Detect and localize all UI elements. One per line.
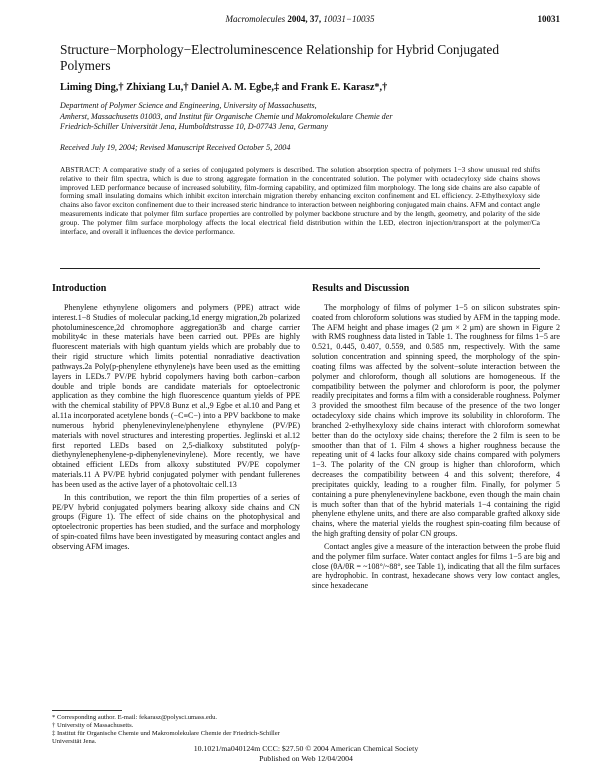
journal-pages: 10031−10035 [323,14,375,24]
affiliation-line: Department of Polymer Science and Engineering, University of Massachusetts, [60,101,317,110]
abstract-divider [60,268,540,269]
affiliation-line: Friedrich-Schiller Universität Jena, Humboldtstrasse 10, D-07743 Jena, Germany [60,122,328,132]
intro-paragraph: Phenylene ethynylene oligomers and polymers (PPE) attract wide interest.1−8 Studies of molecular packing,1d energy migration,2b polarized photoluminescence,2d chromophore aggregation3b and charge carrier mobility4c in these materials have been carried out. PPEs are highly fluorescent materials with high quantum yields which are probably due to their rigid structure which limits potential nonradiative deactivation pathways.2a Poly(p-phenylene ethynylene)s have been used as the emitting layers in LEDs.7 PV/PE hybrid copolymers having both carbon−carbon double and triple bonds are candidate materials for optoelectronic application as they combine the high fluorescence quantum yields of PPE with the chemical stability of PPV.8 Bunz et al.,9 Egbe et al.10 and Pang et al.11a incorporated acetylene bonds (−C≡C−) into a PPV backbone to make numerous hybrid phenylenevinylene/phenylene ethynylene (PV/PE) materials with novel structures and interesting properties. Jeglinski et al.12 first reported LEDs based on 2,5-dialkoxy substituted poly(p-diethynylenephenylene-p-diphenylenevinylene). More recently, we have obtained efficient LEDs from alkoxy substituted PV/PE copolymer materials.11 A PV/PE hybrid conjugated polymer with pendant fullerenes has been used as the active layer of a photovoltaic cell.13 [52,303,300,489]
author-list: Liming Ding,† Zhixiang Lu,† Daniel A. M. Egbe,‡ and Frank E. Karasz*,† [60,82,388,93]
footnotes [52,714,300,746]
journal-citation [40,14,560,24]
publication-date: Published on Web 12/04/2004 [259,753,353,763]
affiliation-line: Amherst, Massachusetts 01003, and Institut für Organische Chemie und Makromolekulare Chemie der [60,111,393,121]
results-paragraph: The morphology of films of polymer 1−5 on silicon substrates spin-coated from chloroform solutions was studied by AFM in the tapping mode. The AFM height and phase images (2 μm × 2 μm) are shown in Figure 2 with RMS roughness data listed in Table 1. The roughness for films 1−5 are 0.521, 0.445, 0.407, 0.559, and 0.585 nm, respectively. With the same solution concentration and spinning speed, the morphology of the spin-coating films was affected by the solvent−solute interaction between the polymer and chloroform, though all solutions are homogeneous. If the compatibility between the polymer and chloroform is poor, the polymer readily precipitates and forms a film with a considerable roughness. Polymer 3 provided the smoothest film because of the presence of the two longer octadecyloxy side chains which improve its solubility in chloroform. The branched 2-ethylhexyloxy side chains interact with chloroform somewhat better than do the octyloxy side chains; therefore the 2 film is seen to be smoother than that of 1. Film 4 shows a higher roughness because the repeating unit of 4 lacks four alkoxy side chains compared with polymers 1−3. The polarity of the CN group is higher than chloroform, which decreases the compatibility between 4 and this solvent; therefore, 4 precipitates quickly, leading to a rougher film. Finally, for polymer 5 containing a pure phenylenevinylene backbone, even though the main chain is much softer than that of the hybrid materials 1−4 containing the rigid phenylene ethylene units, and there are also comparable grafted alkoxy side chains, where the material yields the roughest spin-coating film because of the high grafting density of polar CN groups. [312,303,560,539]
results-heading: Results and Discussion [312,283,410,294]
intro-paragraph: In this contribution, we report the thin film properties of a series of PE/PV hybrid conjugated polymers bearing alkoxy side chains and CN groups (Figure 1). The effect of side chains on the photophysical and optoelectronic properties has been studied, and the surface and morphology of spin-coated films have been investigated by measuring contact angles and observing AFM images. [52,492,300,551]
footnote-affiliation-1: † University of Massachusetts. [52,722,134,729]
journal-year-volume: 2004, 37, [287,14,322,24]
abstract: ABSTRACT: A comparative study of a series of conjugated polymers is described. The solution absorption spectra of polymers 1−3 show unusual red shifts relative to their film spectra, which is due to strong aggregate formation in the concentrated solution. The polymer with octadecyloxy side chains shows improved LED performance because of increased solubility, film-forming capability, and optimized film morphology. The long side chains are also capable of forming small insulating domains which inhibit exciton interchain migration thereby enhancing exciton confinement and EL efficiency. 2-Ethylhexyloxy side chains also favor exciton confinement due to their increased steric hindrance to interaction between neighboring conjugated main chains. AFM and contact angle measurements indicate that polymer film surface properties are controlled by polymer backbone structure and by the length, geometry, and polarity of the side group. The polymer film surface morphology affects the local electrical field distribution within the LED, electron injection/transport at the polymer/Ca interface, and overall it influences the device performance. [60,165,540,236]
page-number: 10031 [537,14,560,24]
intro-heading: Introduction [52,283,107,294]
intro-column [52,303,300,552]
received-dates: Received July 19, 2004; Revised Manuscript Received October 5, 2004 [60,143,291,152]
results-paragraph: Contact angles give a measure of the interaction between the probe fluid and the polymer film surface. Water contact angles for films 1−5 are big and close (θA/θR = ~108°/~88°, see Table 1), indicating that all the film surfaces are hydrophobic. In contrast, hexadecane shows very low contact angles, since hexadecane [312,541,560,591]
journal-name: Macromolecules [225,14,286,24]
paper-title: Structure−Morphology−Electroluminescence Relationship for Hybrid Conjugated Polymers [60,42,500,73]
affiliations [60,101,540,133]
footnote-corresponding-author: * Corresponding author. E-mail: fekarasz@polysci.umass.edu. [52,714,218,721]
results-column [312,303,560,591]
footnote-affiliation-2: ‡ Institut für Organische Chemie und Makromolekulare Chemie der Friedrich-Schiller Universität Jena. [52,730,280,745]
doi-copyright: 10.1021/ma040124m CCC: $27.50 © 2004 American Chemical Society [193,744,419,753]
footnote-divider [52,710,122,711]
page-footer [52,744,560,763]
